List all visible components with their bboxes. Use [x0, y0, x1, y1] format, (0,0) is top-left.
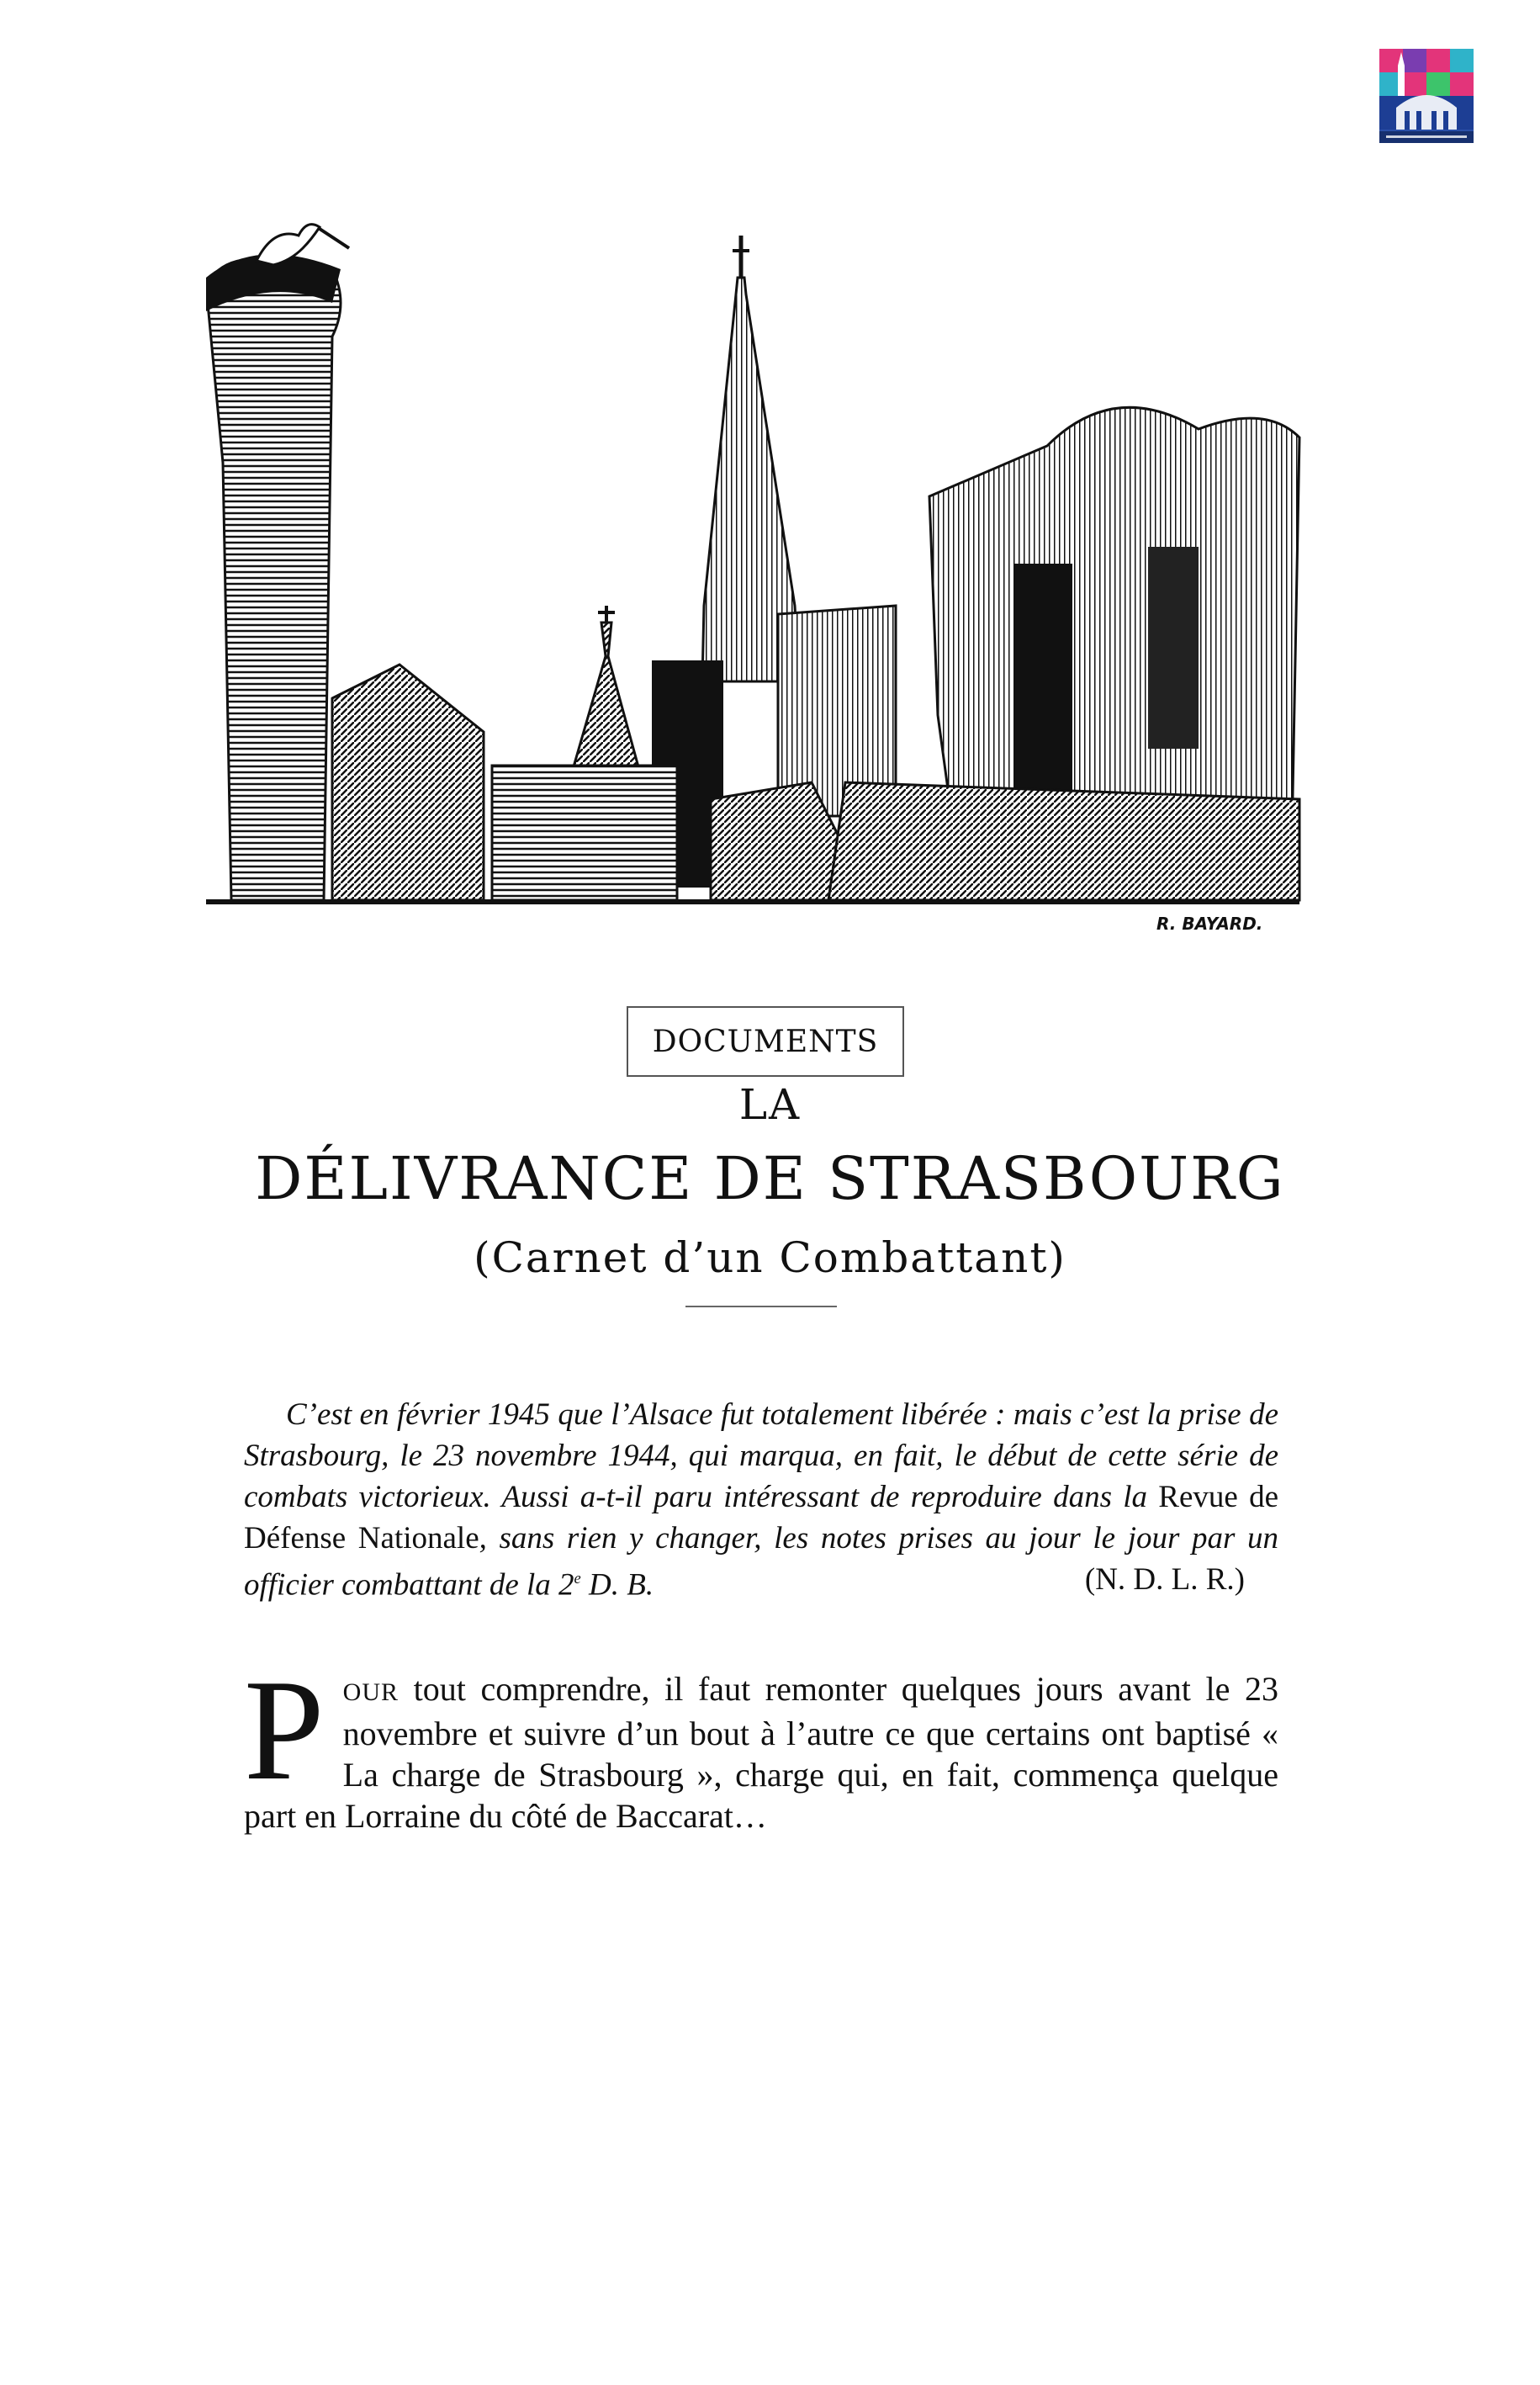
intro-superscript: e	[574, 1571, 581, 1587]
section-label: DOCUMENTS	[627, 1006, 904, 1077]
body-text: tout comprendre, il faut remonter quelques jours avant le 23 novembre et suivre d’un bout à l’autre ce que certains ont baptisé « La charge de Strasbourg », charge qui, en fait, commença quelque part en Lorraine du côté de Baccarat…	[244, 1670, 1278, 1835]
editorial-intro	[244, 1394, 1278, 1605]
title-line-1: LA	[738, 1080, 802, 1129]
title-subtitle: (Carnet d’un Combattant)	[474, 1233, 1066, 1282]
title-divider	[685, 1306, 837, 1307]
collection-logo-icon	[1379, 49, 1474, 143]
intro-text-2: , sans rien y changer, les notes prises au jour le jour par un officier combattant de la 2	[244, 1521, 1278, 1603]
strasbourg-rooftops-illustration	[206, 210, 1304, 934]
drop-cap: P	[244, 1651, 325, 1810]
title-line-2: DÉLIVRANCE DE STRASBOURG	[255, 1144, 1285, 1213]
intro-text-1: C’est en février 1945 que l’Alsace fut totalement libérée : mais c’est la prise de Strasbourg, le 23 novembre 1944, qui marqua, en fait, le début de cette série de combats victorieux. Aussi a-t-il paru intéressant de reproduire dans la	[244, 1397, 1278, 1514]
intro-text-3: D. B.	[580, 1567, 654, 1603]
journal-title: Revue de Défense Nationale	[244, 1480, 1279, 1556]
body-paragraph	[244, 1651, 1278, 1836]
small-caps-lead: OUR	[342, 1678, 400, 1706]
editor-note-signature: (N. D. L. R.)	[1084, 1562, 1245, 1597]
illustration-signature: R. BAYARD.	[1156, 914, 1263, 934]
